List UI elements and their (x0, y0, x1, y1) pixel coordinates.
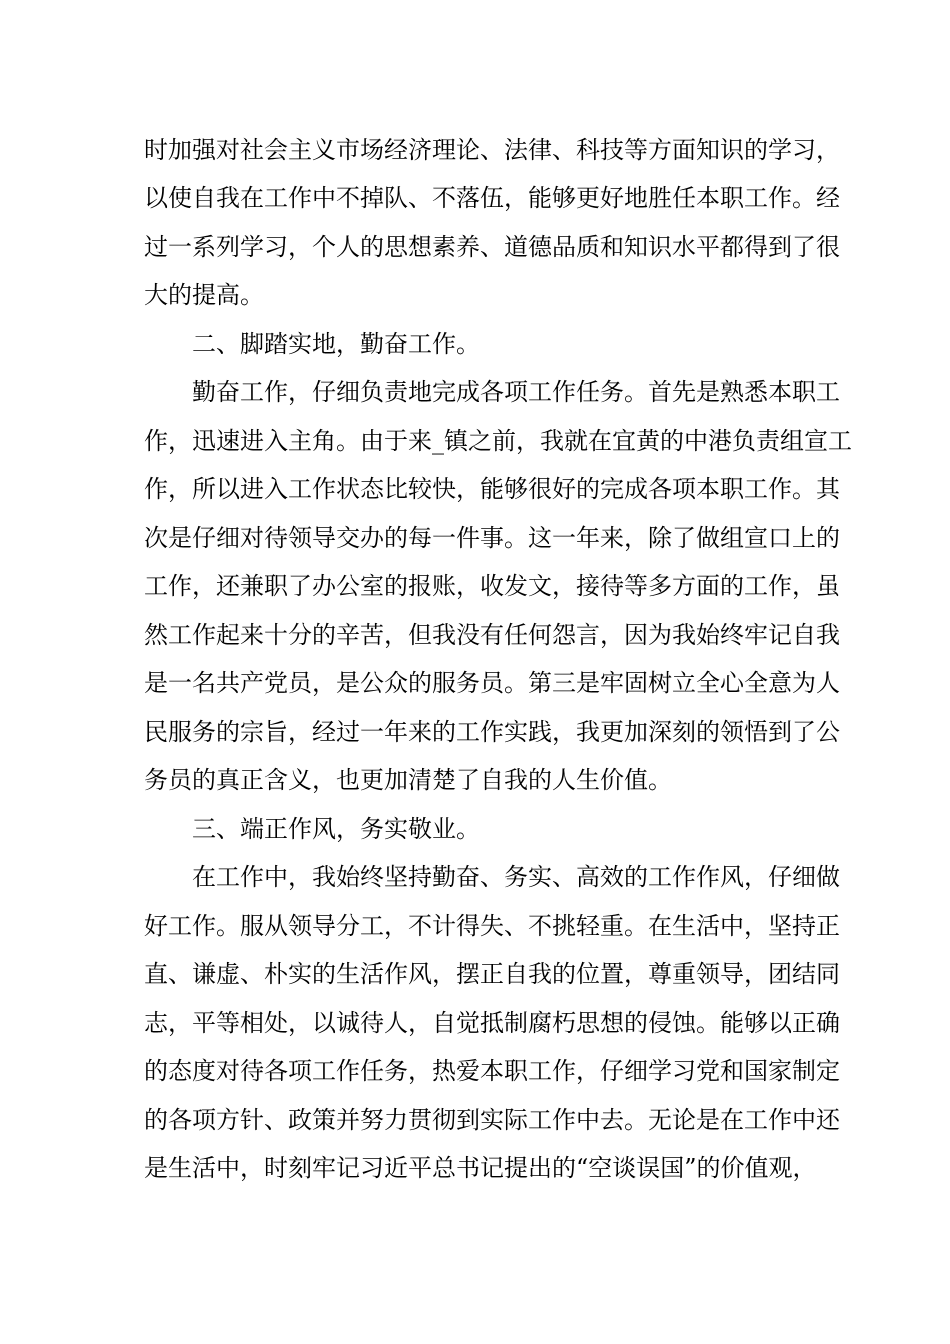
body-text-line: 大的提高。 (144, 281, 264, 309)
body-text-line: 时加强对社会主义市场经济理论、法律、科技等方面知识的学习， (144, 136, 840, 164)
section-heading-3: 三、端正作风，务实敬业。 (192, 815, 480, 843)
body-text-line: 作，迅速进入主角。由于来_镇之前，我就在宜黄的中港负责组宣工 (144, 427, 852, 455)
body-text-line: 的态度对待各项工作任务，热爱本职工作，仔细学习党和国家制定 (144, 1057, 840, 1085)
body-text-line: 过一系列学习，个人的思想素养、道德品质和知识水平都得到了很 (144, 233, 840, 261)
body-text-line: 志，平等相处，以诚待人，自觉抵制腐朽思想的侵蚀。能够以正确 (144, 1009, 840, 1037)
body-text-line: 是一名共产党员，是公众的服务员。第三是牢固树立全心全意为人 (144, 669, 840, 697)
body-text-line: 次是仔细对待领导交办的每一件事。这一年来，除了做组宣口上的 (144, 524, 840, 552)
body-text-line: 勤奋工作，仔细负责地完成各项工作任务。首先是熟悉本职工 (192, 378, 840, 406)
body-text-line: 的各项方针、政策并努力贯彻到实际工作中去。无论是在工作中还 (144, 1106, 840, 1134)
body-text-line: 好工作。服从领导分工，不计得失、不挑轻重。在生活中，坚持正 (144, 912, 840, 940)
body-text-line: 是生活中，时刻牢记习近平总书记提出的“空谈误国”的价值观， (144, 1154, 817, 1182)
body-text-line: 在工作中，我始终坚持勤奋、务实、高效的工作作风，仔细做 (192, 863, 840, 891)
body-text-line: 民服务的宗旨，经过一年来的工作实践，我更加深刻的领悟到了公 (144, 718, 840, 746)
section-heading-2: 二、脚踏实地，勤奋工作。 (192, 330, 480, 358)
body-text-line: 直、谦虚、朴实的生活作风，摆正自我的位置，尊重领导，团结同 (144, 960, 840, 988)
body-text-line: 工作，还兼职了办公室的报账，收发文，接待等多方面的工作，虽 (144, 572, 840, 600)
body-text-line: 务员的真正含义，也更加清楚了自我的人生价值。 (144, 766, 672, 794)
body-text-line: 作，所以进入工作状态比较快，能够很好的完成各项本职工作。其 (144, 475, 840, 503)
body-text-line: 然工作起来十分的辛苦，但我没有任何怨言，因为我始终牢记自我 (144, 621, 840, 649)
body-text-line: 以使自我在工作中不掉队、不落伍，能够更好地胜任本职工作。经 (144, 184, 840, 212)
